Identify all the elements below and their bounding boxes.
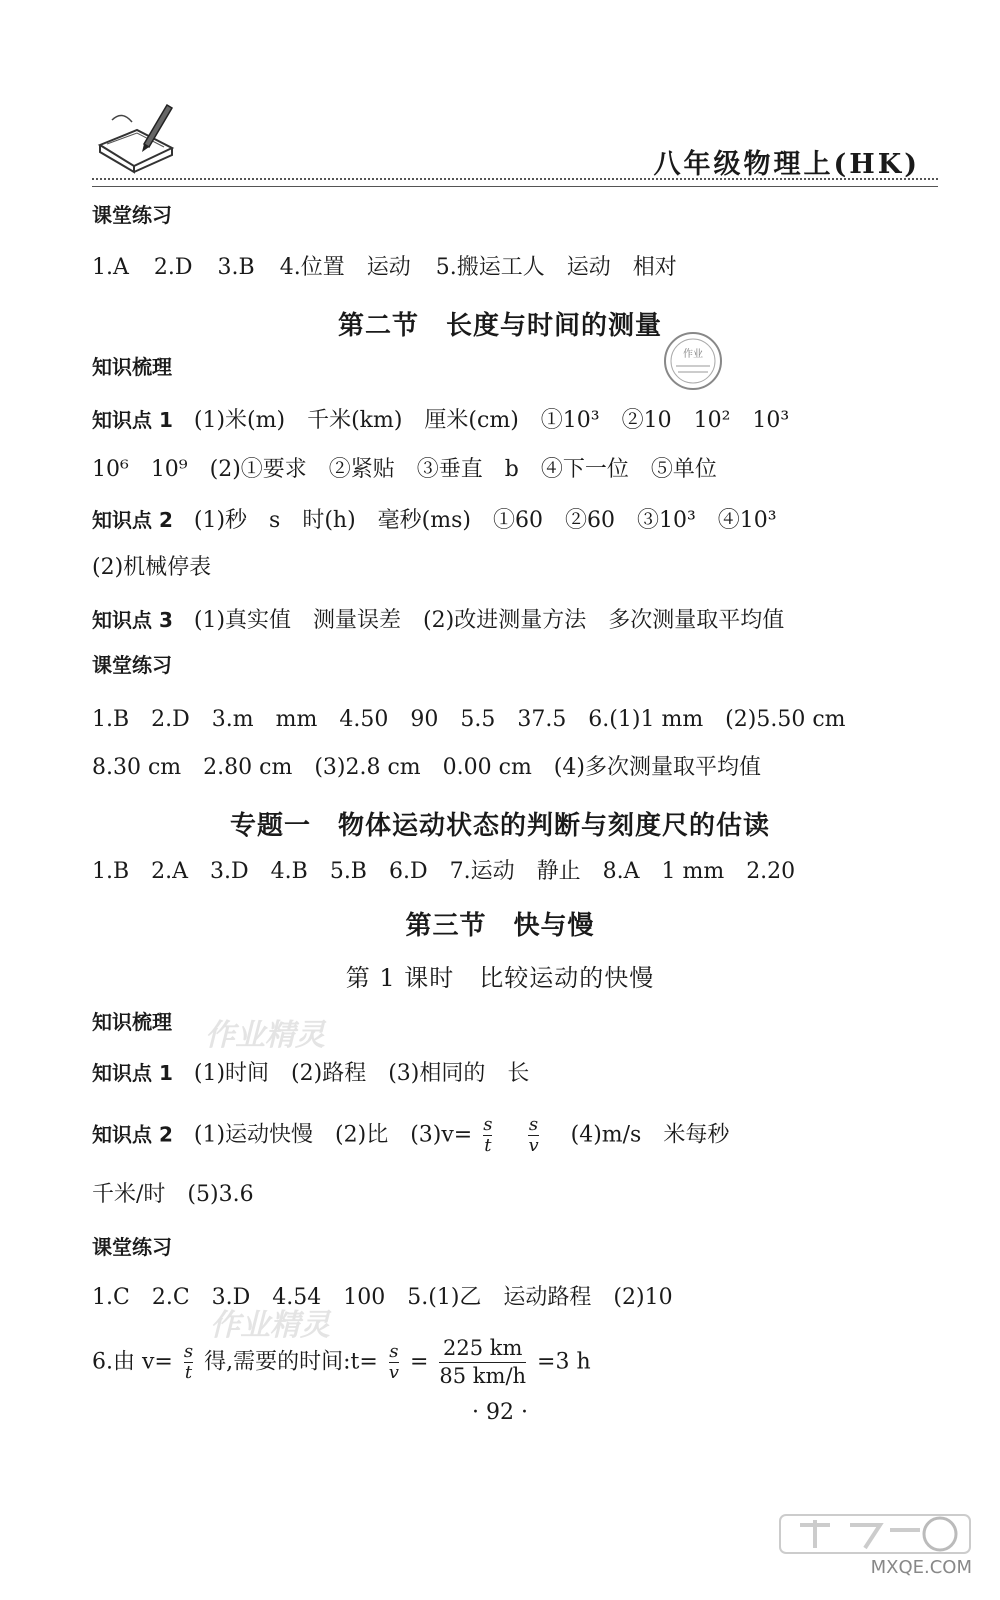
watermark-text: 作业精灵 bbox=[205, 1018, 325, 1053]
sec3-practice-row1 bbox=[92, 1283, 940, 1313]
time-formula-fraction bbox=[528, 1115, 538, 1156]
sec1-answer: 3.B bbox=[217, 255, 255, 280]
fraction-numerator: s bbox=[389, 1341, 399, 1362]
sec3-kp2-part2: (4)m/s 米每秒 bbox=[570, 1122, 730, 1148]
fraction-numerator: s bbox=[528, 1114, 539, 1135]
sec3-practice-label: 课堂练习 bbox=[92, 1235, 172, 1259]
sec3-kp2-line2: 千米/时 (5)3.6 bbox=[92, 1182, 254, 1207]
sec1-practice-label: 课堂练习 bbox=[92, 203, 172, 227]
sec3-practice-line1: 1.C 2.C 3.D 4.54 100 5.(1)乙 运动路程 (2)10 bbox=[92, 1285, 673, 1310]
fraction-denominator: v bbox=[528, 1135, 539, 1156]
q6-time-fraction bbox=[389, 1342, 399, 1383]
sec2-kp1-line1: (1)米(m) 千米(km) 厘米(cm) ①10³ ②10 10² 10³ bbox=[193, 408, 790, 433]
fraction-numerator: 225 km bbox=[439, 1335, 526, 1363]
sec3-kp1-label: 知识点 1 bbox=[92, 1061, 173, 1085]
sec2-kp3-line1: (1)真实值 测量误差 (2)改进测量方法 多次测量取平均值 bbox=[193, 608, 785, 633]
sec3-practice-label-row bbox=[92, 1232, 940, 1263]
sec2-kp2-line1: (1)秒 s 时(h) 毫秒(ms) ①60 ②60 ③10³ ④10³ bbox=[193, 508, 777, 533]
sec2-kp1-row1 bbox=[92, 405, 940, 436]
fraction-denominator: v bbox=[388, 1362, 399, 1383]
header-divider bbox=[92, 178, 938, 187]
sec3-lesson-title: 第 1 课时 比较运动的快慢 bbox=[345, 964, 655, 992]
watermark-text: 作业精灵 bbox=[210, 1308, 330, 1343]
q6-mid: 得,需要的时间:t= bbox=[204, 1349, 378, 1375]
sec2-practice-label: 课堂练习 bbox=[92, 653, 172, 677]
fraction-denominator: t bbox=[484, 1135, 492, 1156]
sec2-kp3-row1 bbox=[92, 605, 940, 636]
sec3-kp2-row2 bbox=[92, 1180, 940, 1210]
q6-result: =3 h bbox=[537, 1349, 591, 1375]
fraction-numerator: s bbox=[483, 1114, 493, 1135]
sec2-kp2-label: 知识点 2 bbox=[92, 508, 173, 532]
speed-formula-fraction bbox=[483, 1115, 492, 1156]
sec3-title: 第三节 快与慢 bbox=[405, 911, 595, 941]
q6-value-fraction bbox=[439, 1335, 526, 1390]
corner-site-text: MXQE.COM bbox=[870, 1557, 972, 1578]
sec3-kp2-label: 知识点 2 bbox=[92, 1122, 173, 1147]
sec2-kp1-label: 知识点 1 bbox=[92, 408, 173, 432]
topic1-answers-row bbox=[92, 857, 940, 887]
sec2-kp2-row1 bbox=[92, 505, 940, 536]
sec3-review-label: 知识梳理 bbox=[92, 1010, 172, 1034]
sec2-review-label: 知识梳理 bbox=[92, 355, 172, 379]
sec2-kp1-line2: 10⁶ 10⁹ (2)①要求 ②紧贴 ③垂直 b ④下一位 ⑤单位 bbox=[92, 457, 717, 482]
sec3-kp2-row1 bbox=[92, 1115, 940, 1156]
fraction-denominator: 85 km/h bbox=[439, 1364, 527, 1388]
sec3-q6-row bbox=[92, 1335, 940, 1390]
fraction-denominator: t bbox=[184, 1362, 193, 1383]
q6-equals: = bbox=[409, 1349, 429, 1375]
stamp-text: 作业 bbox=[683, 349, 703, 360]
sec2-kp3-label: 知识点 3 bbox=[92, 608, 173, 632]
sec2-practice-row2 bbox=[92, 753, 940, 783]
sec2-practice-line2: 8.30 cm 2.80 cm (3)2.8 cm 0.00 cm (4)多次测量取平均值 bbox=[92, 755, 761, 780]
sec1-answer: 4.位置 运动 bbox=[279, 255, 411, 280]
header-title: 八年级物理上(HK) bbox=[653, 149, 920, 180]
sec2-kp2-line2: (2)机械停表 bbox=[92, 555, 212, 580]
sec2-practice-label-row bbox=[92, 650, 940, 681]
sec2-kp2-row2 bbox=[92, 553, 940, 583]
sec1-practice-label-row bbox=[92, 200, 940, 231]
sec1-answer: 5.搬运工人 运动 相对 bbox=[435, 255, 677, 280]
topic1-answers: 1.B 2.A 3.D 4.B 5.B 6.D 7.运动 静止 8.A 1 mm 2.20 bbox=[92, 859, 796, 884]
sec2-kp1-row2 bbox=[92, 455, 940, 485]
sec2-practice-row1 bbox=[92, 705, 940, 735]
page-number: · 92 · bbox=[472, 1400, 528, 1425]
book-pencil-icon bbox=[92, 100, 182, 175]
sec3-kp1-row1 bbox=[92, 1058, 940, 1089]
sec3-kp2-part1: (1)运动快慢 (2)比 (3)v= bbox=[193, 1122, 473, 1148]
sec1-answers-row bbox=[92, 253, 940, 283]
q6-speed-fraction bbox=[184, 1342, 193, 1383]
sec3-kp1-line1: (1)时间 (2)路程 (3)相同的 长 bbox=[193, 1061, 530, 1086]
fraction-numerator: s bbox=[183, 1341, 194, 1362]
q6-prefix: 6.由 v= bbox=[92, 1349, 173, 1375]
sec3-review-label-row bbox=[92, 1007, 940, 1038]
sec2-title: 第二节 长度与时间的测量 bbox=[337, 311, 662, 341]
sec1-answer: 1.A bbox=[92, 255, 129, 280]
topic1-title: 专题一 物体运动状态的判断与刻度尺的估读 bbox=[229, 811, 770, 841]
sec2-review-label-row bbox=[92, 352, 940, 383]
sec1-answer: 2.D bbox=[153, 255, 193, 280]
sec2-practice-line1: 1.B 2.D 3.m mm 4.50 90 5.5 37.5 6.(1)1 mm (2)5.50 cm bbox=[92, 707, 846, 732]
